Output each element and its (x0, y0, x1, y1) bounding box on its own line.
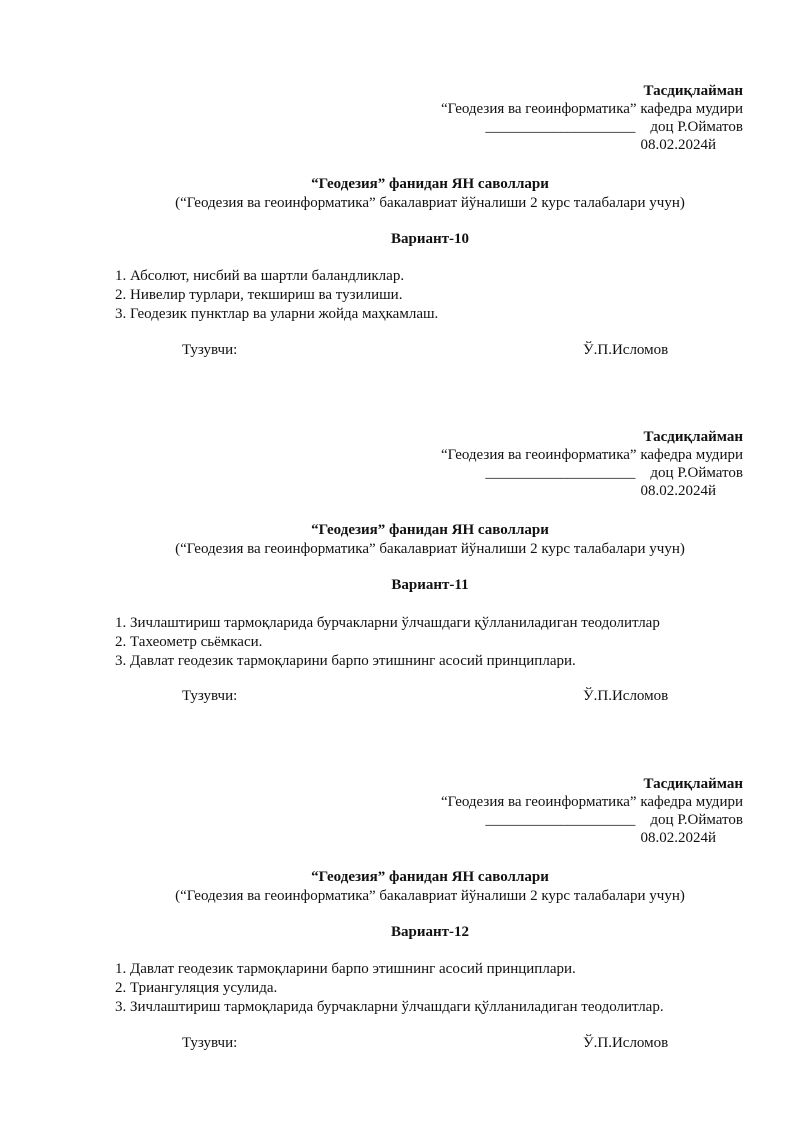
signature-line: ____________________ доц Р.Ойматов (485, 812, 743, 828)
variant-title: Вариант-12 (391, 924, 469, 940)
document-heading (0, 175, 800, 213)
question-item: 1. Абсолют, нисбий ва шартли баландликлар. (115, 268, 405, 284)
subject-title: “Геодезия” фанидан ЯН саволлари (311, 522, 549, 538)
question-list (115, 614, 660, 671)
variant-title: Вариант-11 (391, 577, 469, 593)
audience-subtitle: (“Геодезия ва геоинформатика” бакалавриат йўналиши 2 курс талабалари учун) (175, 195, 685, 211)
head-of-department: “Геодезия ва геоинформатика” кафедра мудири (441, 447, 743, 463)
subject-title: “Геодезия” фанидан ЯН саволлари (311, 869, 549, 885)
audience-subtitle: (“Геодезия ва геоинформатика” бакалавриат йўналиши 2 курс талабалари учун) (175, 888, 685, 904)
audience-subtitle: (“Геодезия ва геоинформатика” бакалавриат йўналиши 2 курс талабалари учун) (175, 541, 685, 557)
approval-title: Тасдиқлайман (643, 776, 743, 792)
author-name: Ў.П.Исломов (583, 688, 669, 704)
author-name: Ў.П.Исломов (583, 1035, 669, 1051)
question-list (115, 960, 664, 1017)
approval-date: 08.02.2024й (640, 830, 716, 846)
question-item: 3. Давлат геодезик тармоқларини барпо этишнинг асосий принциплари. (115, 653, 576, 669)
approval-section (441, 775, 743, 847)
approval-date: 08.02.2024й (640, 137, 716, 153)
question-item: 1. Зичлаштириш тармоқларида бурчакларни ўлчашдаги қўлланиладиган теодолитлар (115, 615, 660, 631)
approval-date: 08.02.2024й (640, 483, 716, 499)
subject-title: “Геодезия” фанидан ЯН саволлари (311, 176, 549, 192)
signature-line: ____________________ доц Р.Ойматов (485, 465, 743, 481)
approval-title: Тасдиқлайман (643, 429, 743, 445)
compiler-label: Тузувчи: (182, 1035, 238, 1051)
question-item: 3. Геодезик пунктлар ва уларни жойда маҳкамлаш. (115, 306, 439, 322)
head-of-department: “Геодезия ва геоинформатика” кафедра мудири (441, 101, 743, 117)
document-heading (0, 868, 800, 906)
question-list (115, 267, 438, 324)
question-item: 2. Нивелир турлари, текшириш ва тузилиши. (115, 287, 403, 303)
compiler-label: Тузувчи: (182, 688, 238, 704)
signature-line: ____________________ доц Р.Ойматов (485, 119, 743, 135)
variant-title: Вариант-10 (391, 231, 469, 247)
approval-section (441, 82, 743, 154)
author-name: Ў.П.Исломов (583, 342, 669, 358)
question-item: 3. Зичлаштириш тармоқларида бурчакларни ўлчашдаги қўлланиладиган теодолитлар. (115, 999, 664, 1015)
compiler-label: Тузувчи: (182, 342, 238, 358)
document-heading (0, 521, 800, 559)
question-item: 2. Триангуляция усулида. (115, 980, 278, 996)
approval-title: Тасдиқлайман (643, 83, 743, 99)
head-of-department: “Геодезия ва геоинформатика” кафедра мудири (441, 794, 743, 810)
question-item: 2. Тахеометр сьёмкаси. (115, 634, 263, 650)
approval-section (441, 428, 743, 500)
question-item: 1. Давлат геодезик тармоқларини барпо этишнинг асосий принциплари. (115, 961, 576, 977)
